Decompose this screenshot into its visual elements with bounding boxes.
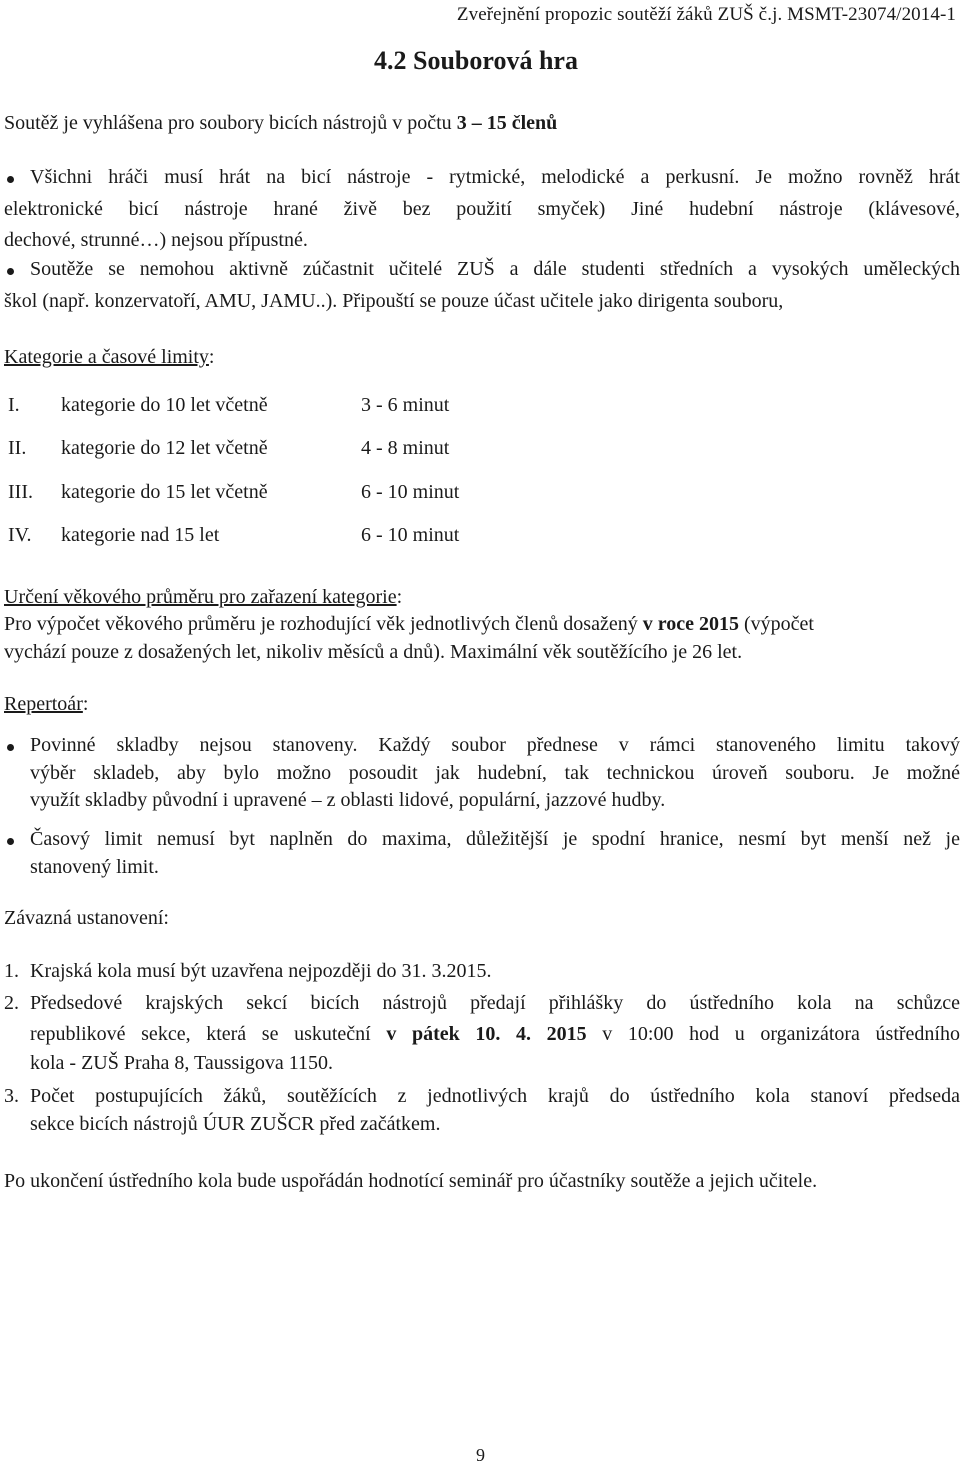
category-time: 4 - 8 minut [361,437,450,459]
binding-item3-line2: sekce bicích nástrojů ÚUR ZUŠCR před začátkem. [30,1113,441,1135]
section-title: 4.2 Souborová hra [374,46,578,75]
category-num: I. [8,394,20,416]
category-label: kategorie do 12 let včetně [61,437,268,459]
bullet2-line2: škol (např. konzervatoří, AMU, JAMU..). Připouští se pouze účast učitele jako dirigenta souboru, [4,290,784,312]
repertoire-bullet1-line1: Povinné skladby nejsou stanoveny. Každý soubor přednese v rámci stanoveného limitu takový [30,734,960,756]
repertoire-bullet1-line3: využít skladby původní i upravené – z oblasti lidové, populární, jazzové hudby. [30,789,666,811]
repertoire-heading: Repertoár: [4,693,89,715]
binding-item-num: 2. [4,992,19,1014]
category-label: kategorie nad 15 let [61,524,220,546]
bullet-icon [7,838,14,845]
repertoire-bullet2-line2: stanovený limit. [30,856,159,878]
category-time: 6 - 10 minut [361,481,460,503]
bullet1-line3: dechové, strunné…) nejsou přípustné. [4,229,308,251]
repertoire-bullet2-line1: Časový limit nemusí byt naplněn do maxima, důležitější je spodní hranice, nesmí byt menší než je [30,828,960,850]
binding-item-num: 1. [4,960,19,982]
repertoire-bullet1-line2: výběr skladeb, aby bylo možno posoudit jak hudební, tak technickou úroveň souboru. Je možné [30,762,960,784]
category-num: IV. [8,524,32,546]
binding-item-num: 3. [4,1085,19,1107]
bullet2-line1: Soutěže se nemohou aktivně zúčastnit učitelé ZUŠ a dále studenti středních a vysokých uměleckých [30,258,960,280]
binding-item2-line2: republikové sekce, která se uskuteční v pátek 10. 4. 2015 v 10:00 hod u organizátora ústředního [30,1023,960,1045]
intro-text: Soutěž je vyhlášena pro soubory bicích nástrojů v počtu 3 – 15 členů [4,112,558,134]
closing-text: Po ukončení ústředního kola bude uspořádán hodnotící seminář pro účastníky soutěže a jejich učitele. [4,1170,818,1192]
category-time: 3 - 6 minut [361,394,450,416]
binding-heading: Závazná ustanovení: [4,907,169,929]
category-label: kategorie do 10 let včetně [61,394,268,416]
age-line2: vychází pouze z dosažených let, nikoliv měsíců a dnů). Maximální věk soutěžícího je 26 let. [4,641,743,663]
bullet-icon [7,744,14,751]
category-num: III. [8,481,33,503]
intro-member-count: 3 – 15 členů [456,112,558,134]
category-num: II. [8,437,27,459]
page-number: 9 [476,1445,485,1465]
bullet1-line1: Všichni hráči musí hrát na bicí nástroje - rytmické, melodické a perkusní. Je možno rovněž hrát [30,166,960,188]
bullet-icon [7,176,14,183]
category-time: 6 - 10 minut [361,524,460,546]
binding-item1-text: Krajská kola musí být uzavřena nejpozději do 31. 3.2015. [30,960,492,982]
age-line1: Pro výpočet věkového průměru je rozhodující věk jednotlivých členů dosažený v roce 2015 (výpočet [4,613,814,635]
bullet1-line2: elektronické bicí nástroje hrané živě bez použití smyček) Jiné hudební nástroje (klávesové, [4,198,960,220]
category-label: kategorie do 15 let včetně [61,481,268,503]
binding-item2-line3: kola - ZUŠ Praha 8, Taussigova 1150. [30,1052,334,1074]
age-heading: Určení věkového průměru pro zařazení kategorie: [4,586,403,608]
page-header: Zveřejnění propozic soutěží žáků ZUŠ č.j. MSMT-23074/2014-1 [456,4,956,25]
bullet-icon [7,268,14,275]
binding-item2-line1: Předsedové krajských sekcí bicích nástrojů předají přihlášky do ústředního kola na schůzce [30,992,960,1014]
binding-item3-line1: Počet postupujících žáků, soutěžících z jednotlivých krajů do ústředního kola stanoví předseda [30,1085,960,1107]
categories-heading: Kategorie a časové limity: [4,346,215,368]
